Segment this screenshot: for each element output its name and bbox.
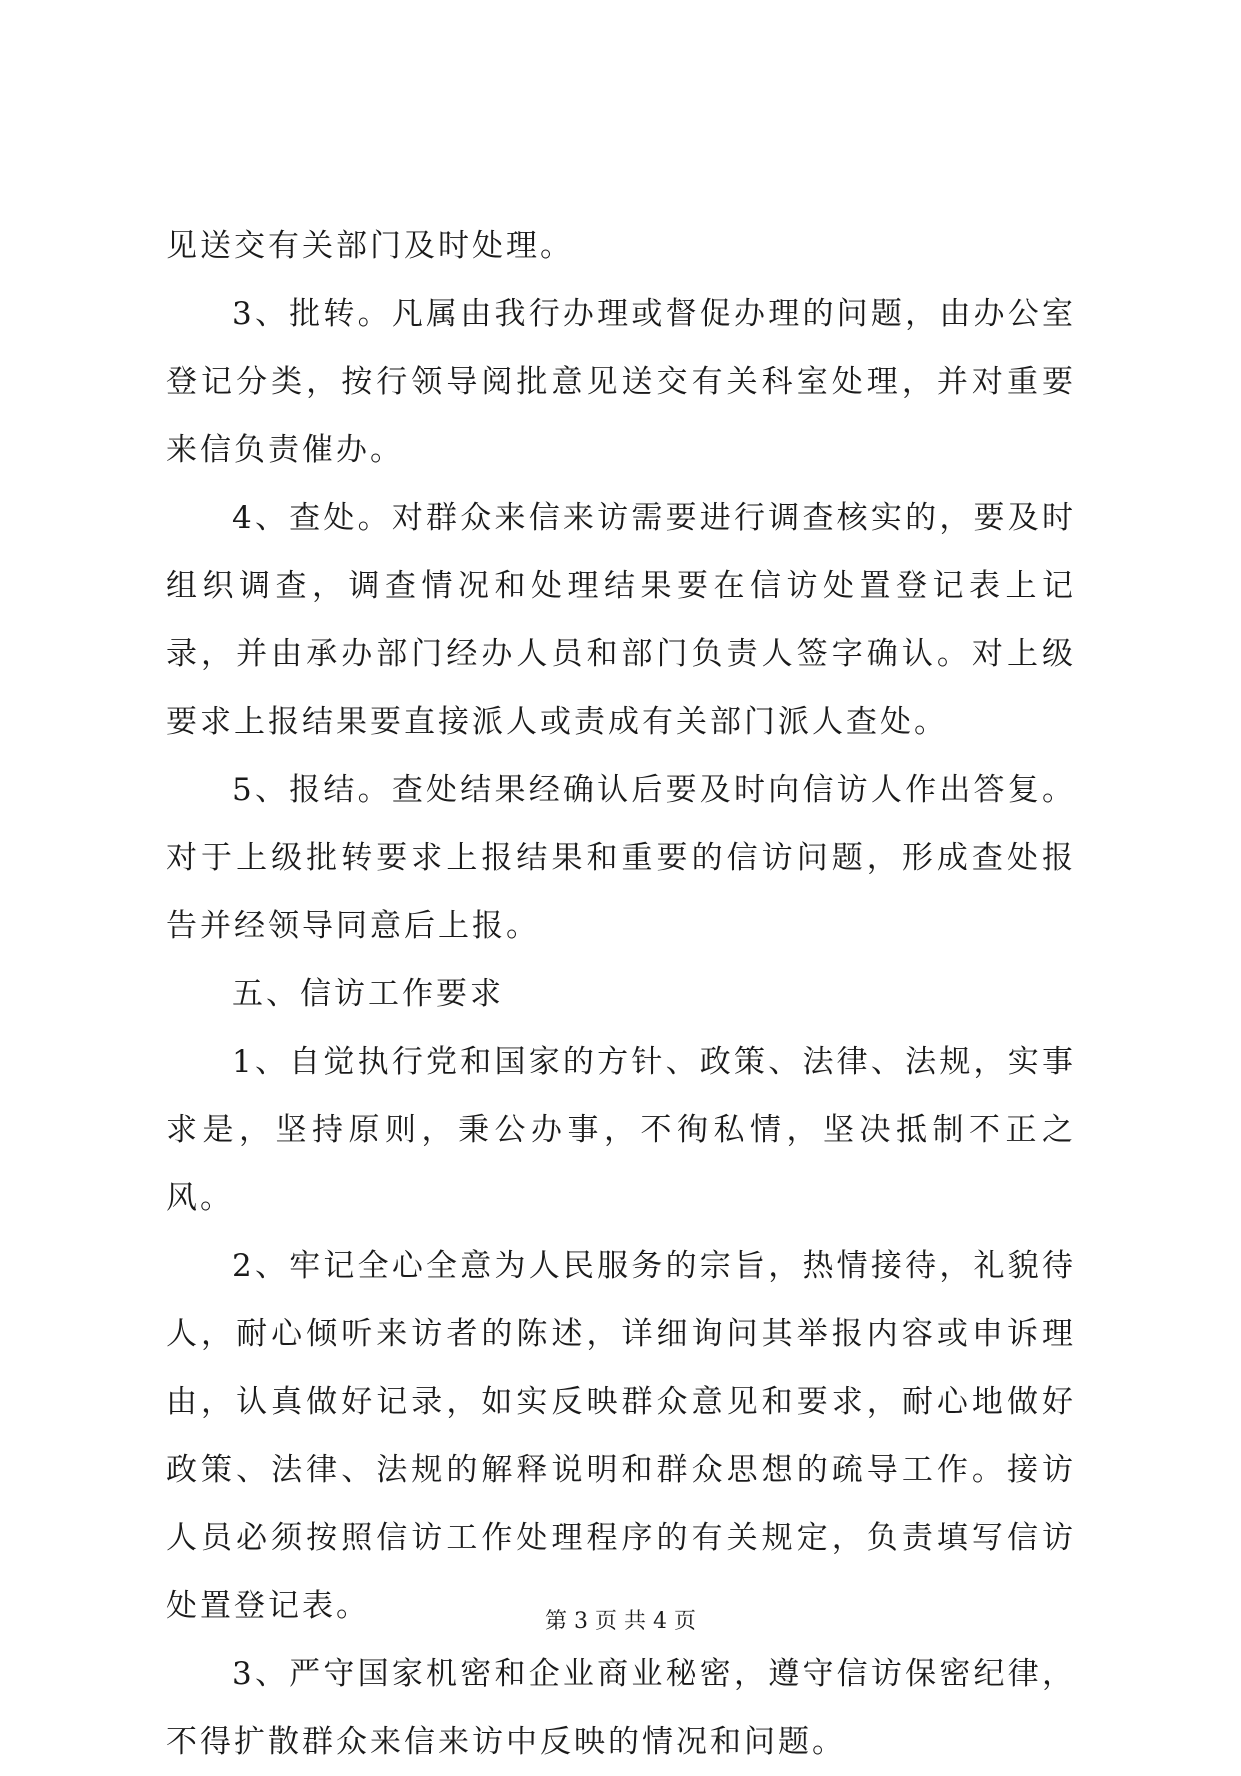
paragraph-requirement-2: 2、牢记全心全意为人民服务的宗旨，热情接待，礼貌待人，耐心倾听来访者的陈述，详细询问其举报内容或申诉理由，认真做好记录，如实反映群众意见和要求，耐心地做好政策、法律、法规的解释说明和群众思想的疏导工作。接访人员必须按照信访工作处理程序的有关规定，负责填写信访处置登记表。 xyxy=(166,1248,1076,1624)
paragraph-requirement-1: 1、自觉执行党和国家的方针、政策、法律、法规，实事求是，坚持原则，秉公办事，不徇私情，坚决抵制不正之风。 xyxy=(166,1044,1076,1216)
paragraph-item-4-investigate: 4、查处。对群众来信来访需要进行调查核实的，要及时组织调查，调查情况和处理结果要在信访处置登记表上记录，并由承办部门经办人员和部门负责人签字确认。对上级要求上报结果要直接派人或责成有关部门派人查处。 xyxy=(166,500,1076,740)
document-body xyxy=(166,212,1076,1776)
paragraph-requirement-3: 3、严守国家机密和企业商业秘密，遵守信访保密纪律，不得扩散群众来信来访中反映的情况和问题。 xyxy=(166,1656,1076,1760)
paragraph-continuation: 见送交有关部门及时处理。 xyxy=(166,228,574,264)
page-number-footer: 第 3 页 共 4 页 xyxy=(545,1609,696,1634)
paragraph-item-5-report: 5、报结。查处结果经确认后要及时向信访人作出答复。对于上级批转要求上报结果和重要的信访问题，形成查处报告并经领导同意后上报。 xyxy=(166,772,1076,944)
section-heading: 五、信访工作要求 xyxy=(232,976,504,1012)
paragraph-item-3-transfer: 3、批转。凡属由我行办理或督促办理的问题，由办公室登记分类，按行领导阅批意见送交有关科室处理，并对重要来信负责催办。 xyxy=(166,296,1076,468)
